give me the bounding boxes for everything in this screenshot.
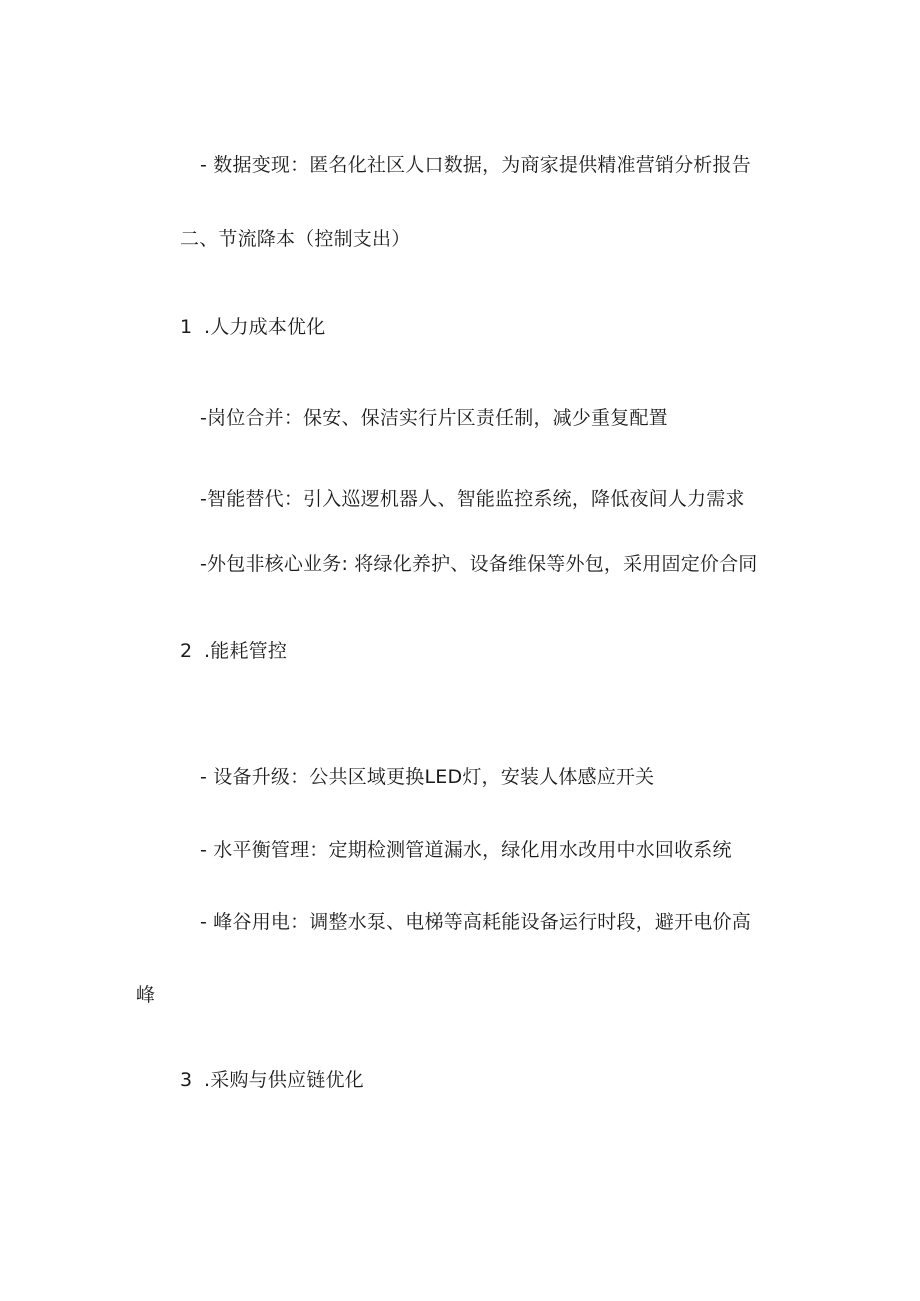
subsection-title: .采购与供应链优化 (204, 1069, 364, 1091)
bullet-data-monetization: - 数据变现：匿名化社区人口数据，为商家提供精准营销分析报告 (200, 154, 751, 176)
bullet-outsourcing: -外包非核心业务: 将绿化养护、设备维保等外包，采用固定价合同 (200, 553, 758, 575)
bullet-water-balance: - 水平衡管理：定期检测管道漏水，绿化用水改用中水回收系统 (200, 839, 732, 861)
subsection-heading-energy (180, 638, 287, 664)
subsection-number: 2 (180, 640, 193, 662)
bullet-smart-replacement: -智能替代：引入巡逻机器人、智能监控系统，降低夜间人力需求 (200, 488, 745, 510)
bullet-post-merge: -岗位合并：保安、保洁实行片区责任制，减少重复配置 (200, 407, 668, 429)
subsection-title: .能耗管控 (204, 640, 288, 662)
subsection-number: 1 (180, 316, 193, 338)
bullet-peak-valley-power-continued: 峰 (136, 984, 156, 1006)
bullet-equipment-upgrade: - 设备升级：公共区域更换LED灯，安装人体感应开关 (200, 766, 655, 788)
subsection-number: 3 (180, 1069, 193, 1091)
bullet-peak-valley-power: - 峰谷用电：调整水泵、电梯等高耗能设备运行时段，避开电价高 (200, 911, 751, 933)
subsection-heading-procurement (180, 1067, 364, 1093)
section-heading-cost-reduction: 二、节流降本（控制支出） (180, 228, 411, 250)
subsection-heading-labor-cost (180, 314, 325, 340)
subsection-title: .人力成本优化 (204, 316, 326, 338)
